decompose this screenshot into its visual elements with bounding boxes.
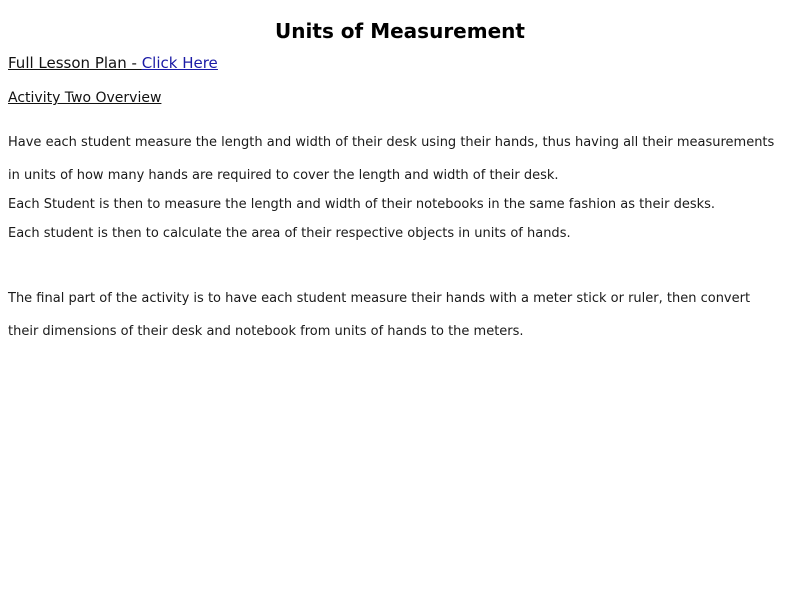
paragraph-line: The final part of the activity is to have each student measure their hands with a meter stick or ruler, then convert — [8, 291, 751, 306]
lesson-plan-label: Full Lesson Plan - — [8, 54, 142, 72]
paragraph-line: in units of how many hands are required to cover the length and width of their desk. — [8, 168, 559, 183]
lesson-plan-link[interactable]: Click Here — [141, 54, 218, 72]
activity-heading: Activity Two Overview — [8, 90, 162, 106]
lesson-plan-line — [8, 54, 218, 72]
paragraph-line: Each Student is then to measure the length and width of their notebooks in the same fashion as their desks. — [8, 197, 716, 212]
paragraph-line: Have each student measure the length and width of their desk using their hands, thus having all their measurements — [8, 135, 775, 150]
page-title: Units of Measurement — [275, 19, 525, 43]
paragraph-line: their dimensions of their desk and notebook from units of hands to the meters. — [8, 324, 524, 339]
paragraph-line: Each student is then to calculate the area of their respective objects in units of hands. — [8, 226, 571, 241]
